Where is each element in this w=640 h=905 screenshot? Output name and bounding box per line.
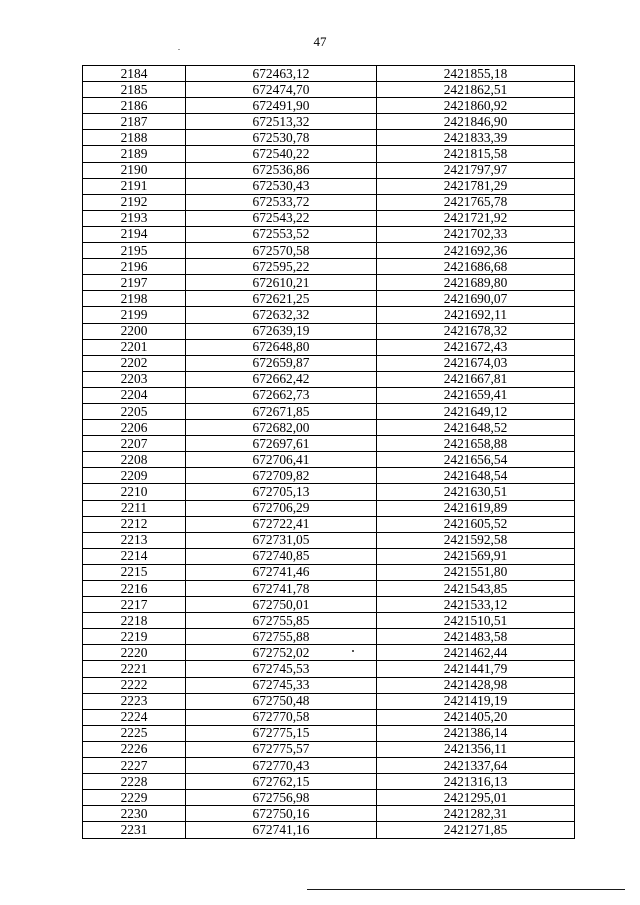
y-coordinate-cell: 2421510,51 — [377, 613, 575, 629]
table-row — [83, 194, 575, 210]
x-coordinate-cell: 672570,58 — [186, 243, 377, 259]
point-number-cell: 2188 — [83, 130, 186, 146]
x-coordinate-cell: 672709,82 — [186, 468, 377, 484]
x-coordinate-cell: 672553,52 — [186, 226, 377, 242]
x-coordinate-cell: 672755,85 — [186, 613, 377, 629]
x-coordinate-cell: 672741,16 — [186, 822, 377, 838]
x-coordinate-cell: 672533,72 — [186, 194, 377, 210]
table-row — [83, 243, 575, 259]
coordinates-table — [82, 65, 575, 839]
point-number-cell: 2207 — [83, 436, 186, 452]
table-row — [83, 741, 575, 757]
x-coordinate-cell: 672731,05 — [186, 532, 377, 548]
y-coordinate-cell: 2421692,11 — [377, 307, 575, 323]
table-row — [83, 291, 575, 307]
x-coordinate-cell: 672755,88 — [186, 629, 377, 645]
y-coordinate-cell: 2421781,29 — [377, 178, 575, 194]
table-row — [83, 452, 575, 468]
table-row — [83, 436, 575, 452]
point-number-cell: 2210 — [83, 484, 186, 500]
point-number-cell: 2212 — [83, 516, 186, 532]
y-coordinate-cell: 2421690,07 — [377, 291, 575, 307]
x-coordinate-cell: 672745,53 — [186, 661, 377, 677]
y-coordinate-cell: 2421656,54 — [377, 452, 575, 468]
point-number-cell: 2204 — [83, 387, 186, 403]
y-coordinate-cell: 2421846,90 — [377, 114, 575, 130]
y-coordinate-cell: 2421441,79 — [377, 661, 575, 677]
point-number-cell: 2192 — [83, 194, 186, 210]
point-number-cell: 2224 — [83, 709, 186, 725]
point-number-cell: 2184 — [83, 66, 186, 82]
table-row — [83, 275, 575, 291]
y-coordinate-cell: 2421689,80 — [377, 275, 575, 291]
x-coordinate-cell: 672610,21 — [186, 275, 377, 291]
x-coordinate-cell: 672750,16 — [186, 806, 377, 822]
y-coordinate-cell: 2421765,78 — [377, 194, 575, 210]
point-number-cell: 2228 — [83, 774, 186, 790]
x-coordinate-cell: 672595,22 — [186, 259, 377, 275]
y-coordinate-cell: 2421860,92 — [377, 98, 575, 114]
table-row — [83, 516, 575, 532]
point-number-cell: 2186 — [83, 98, 186, 114]
table-row — [83, 226, 575, 242]
x-coordinate-cell: 672750,01 — [186, 597, 377, 613]
x-coordinate-cell: 672662,73 — [186, 387, 377, 403]
y-coordinate-cell: 2421833,39 — [377, 130, 575, 146]
table-row — [83, 82, 575, 98]
x-coordinate-cell: 672741,78 — [186, 581, 377, 597]
x-coordinate-cell: 672706,41 — [186, 452, 377, 468]
y-coordinate-cell: 2421356,11 — [377, 741, 575, 757]
table-row — [83, 468, 575, 484]
y-coordinate-cell: 2421543,85 — [377, 581, 575, 597]
table-row — [83, 709, 575, 725]
point-number-cell: 2205 — [83, 403, 186, 419]
y-coordinate-cell: 2421619,89 — [377, 500, 575, 516]
table-row — [83, 146, 575, 162]
table-row — [83, 597, 575, 613]
y-coordinate-cell: 2421405,20 — [377, 709, 575, 725]
point-number-cell: 2190 — [83, 162, 186, 178]
point-number-cell: 2214 — [83, 548, 186, 564]
point-number-cell: 2227 — [83, 758, 186, 774]
y-coordinate-cell: 2421592,58 — [377, 532, 575, 548]
point-number-cell: 2208 — [83, 452, 186, 468]
table-row — [83, 790, 575, 806]
x-coordinate-cell: 672530,78 — [186, 130, 377, 146]
table-row — [83, 66, 575, 82]
table-row — [83, 645, 575, 661]
y-coordinate-cell: 2421569,91 — [377, 548, 575, 564]
x-coordinate-cell: 672474,70 — [186, 82, 377, 98]
table-row — [83, 677, 575, 693]
table-row — [83, 581, 575, 597]
x-coordinate-cell: 672745,33 — [186, 677, 377, 693]
page-number: 47 — [313, 34, 327, 49]
y-coordinate-cell: 2421815,58 — [377, 146, 575, 162]
point-number-cell: 2200 — [83, 323, 186, 339]
point-number-cell: 2211 — [83, 500, 186, 516]
x-coordinate-cell: 672540,22 — [186, 146, 377, 162]
table-row — [83, 629, 575, 645]
x-coordinate-cell: 672530,43 — [186, 178, 377, 194]
table-row — [83, 725, 575, 741]
point-number-cell: 2221 — [83, 661, 186, 677]
table-row — [83, 371, 575, 387]
y-coordinate-cell: 2421678,32 — [377, 323, 575, 339]
y-coordinate-cell: 2421551,80 — [377, 564, 575, 580]
table-row — [83, 355, 575, 371]
y-coordinate-cell: 2421855,18 — [377, 66, 575, 82]
y-coordinate-cell: 2421686,68 — [377, 259, 575, 275]
x-coordinate-cell: 672682,00 — [186, 420, 377, 436]
point-number-cell: 2191 — [83, 178, 186, 194]
y-coordinate-cell: 2421428,98 — [377, 677, 575, 693]
y-coordinate-cell: 2421692,36 — [377, 243, 575, 259]
point-number-cell: 2196 — [83, 259, 186, 275]
table-row — [83, 178, 575, 194]
point-number-cell: 2231 — [83, 822, 186, 838]
coordinates-table-body — [83, 66, 575, 839]
table-row — [83, 774, 575, 790]
y-coordinate-cell: 2421721,92 — [377, 210, 575, 226]
table-row — [83, 806, 575, 822]
point-number-cell: 2203 — [83, 371, 186, 387]
point-number-cell: 2201 — [83, 339, 186, 355]
x-coordinate-cell: 672632,32 — [186, 307, 377, 323]
y-coordinate-cell: 2421462,44 — [377, 645, 575, 661]
table-row — [83, 210, 575, 226]
point-number-cell: 2216 — [83, 581, 186, 597]
x-coordinate-cell: 672463,12 — [186, 66, 377, 82]
point-number-cell: 2187 — [83, 114, 186, 130]
y-coordinate-cell: 2421649,12 — [377, 403, 575, 419]
point-number-cell: 2195 — [83, 243, 186, 259]
table-row — [83, 387, 575, 403]
x-coordinate-cell: 672750,48 — [186, 693, 377, 709]
point-number-cell: 2193 — [83, 210, 186, 226]
x-coordinate-cell: 672621,25 — [186, 291, 377, 307]
x-coordinate-cell: 672722,41 — [186, 516, 377, 532]
point-number-cell: 2229 — [83, 790, 186, 806]
x-coordinate-cell: 672659,87 — [186, 355, 377, 371]
table-row — [83, 307, 575, 323]
x-coordinate-cell: 672491,90 — [186, 98, 377, 114]
x-coordinate-cell: 672697,61 — [186, 436, 377, 452]
table-row — [83, 162, 575, 178]
point-number-cell: 2209 — [83, 468, 186, 484]
table-row — [83, 822, 575, 838]
y-coordinate-cell: 2421271,85 — [377, 822, 575, 838]
x-coordinate-cell: 672543,22 — [186, 210, 377, 226]
y-coordinate-cell: 2421659,41 — [377, 387, 575, 403]
point-number-cell: 2219 — [83, 629, 186, 645]
y-coordinate-cell: 2421862,51 — [377, 82, 575, 98]
y-coordinate-cell: 2421672,43 — [377, 339, 575, 355]
x-coordinate-cell: 672513,32 — [186, 114, 377, 130]
table-row — [83, 661, 575, 677]
y-coordinate-cell: 2421605,52 — [377, 516, 575, 532]
table-row — [83, 613, 575, 629]
point-number-cell: 2185 — [83, 82, 186, 98]
x-coordinate-cell: 672770,43 — [186, 758, 377, 774]
point-number-cell: 2223 — [83, 693, 186, 709]
table-row — [83, 130, 575, 146]
x-coordinate-cell: 672705,13 — [186, 484, 377, 500]
y-coordinate-cell: 2421648,54 — [377, 468, 575, 484]
table-row — [83, 693, 575, 709]
point-number-cell: 2199 — [83, 307, 186, 323]
x-coordinate-cell: 672756,98 — [186, 790, 377, 806]
point-number-cell: 2194 — [83, 226, 186, 242]
y-coordinate-cell: 2421419,19 — [377, 693, 575, 709]
x-coordinate-cell: 672775,15 — [186, 725, 377, 741]
x-coordinate-cell: 672741,46 — [186, 564, 377, 580]
x-coordinate-cell: 672775,57 — [186, 741, 377, 757]
point-number-cell: 2225 — [83, 725, 186, 741]
point-number-cell: 2217 — [83, 597, 186, 613]
table-row — [83, 403, 575, 419]
y-coordinate-cell: 2421337,64 — [377, 758, 575, 774]
table-row — [83, 548, 575, 564]
point-number-cell: 2197 — [83, 275, 186, 291]
scan-mark — [178, 49, 180, 50]
point-number-cell: 2220 — [83, 645, 186, 661]
table-row — [83, 114, 575, 130]
x-coordinate-cell: 672762,15 — [186, 774, 377, 790]
y-coordinate-cell: 2421295,01 — [377, 790, 575, 806]
x-coordinate-cell: 672671,85 — [186, 403, 377, 419]
y-coordinate-cell: 2421386,14 — [377, 725, 575, 741]
table-row — [83, 532, 575, 548]
point-number-cell: 2226 — [83, 741, 186, 757]
x-coordinate-cell: 672752,02 — [186, 645, 377, 661]
x-coordinate-cell: 672639,19 — [186, 323, 377, 339]
point-number-cell: 2198 — [83, 291, 186, 307]
table-row — [83, 259, 575, 275]
point-number-cell: 2202 — [83, 355, 186, 371]
y-coordinate-cell: 2421658,88 — [377, 436, 575, 452]
point-number-cell: 2215 — [83, 564, 186, 580]
point-number-cell: 2189 — [83, 146, 186, 162]
y-coordinate-cell: 2421797,97 — [377, 162, 575, 178]
point-number-cell: 2213 — [83, 532, 186, 548]
table-row — [83, 500, 575, 516]
table-row — [83, 420, 575, 436]
y-coordinate-cell: 2421282,31 — [377, 806, 575, 822]
y-coordinate-cell: 2421630,51 — [377, 484, 575, 500]
y-coordinate-cell: 2421667,81 — [377, 371, 575, 387]
table-row — [83, 484, 575, 500]
x-coordinate-cell: 672770,58 — [186, 709, 377, 725]
point-number-cell: 2230 — [83, 806, 186, 822]
table-row — [83, 323, 575, 339]
table-row — [83, 339, 575, 355]
x-coordinate-cell: 672706,29 — [186, 500, 377, 516]
y-coordinate-cell: 2421533,12 — [377, 597, 575, 613]
table-row — [83, 758, 575, 774]
table-row — [83, 98, 575, 114]
x-coordinate-cell: 672740,85 — [186, 548, 377, 564]
y-coordinate-cell: 2421702,33 — [377, 226, 575, 242]
y-coordinate-cell: 2421316,13 — [377, 774, 575, 790]
y-coordinate-cell: 2421674,03 — [377, 355, 575, 371]
point-number-cell: 2218 — [83, 613, 186, 629]
point-number-cell: 2206 — [83, 420, 186, 436]
table-row — [83, 564, 575, 580]
x-coordinate-cell: 672648,80 — [186, 339, 377, 355]
y-coordinate-cell: 2421483,58 — [377, 629, 575, 645]
point-number-cell: 2222 — [83, 677, 186, 693]
x-coordinate-cell: 672536,86 — [186, 162, 377, 178]
y-coordinate-cell: 2421648,52 — [377, 420, 575, 436]
scan-edge-line — [307, 889, 625, 890]
x-coordinate-cell: 672662,42 — [186, 371, 377, 387]
